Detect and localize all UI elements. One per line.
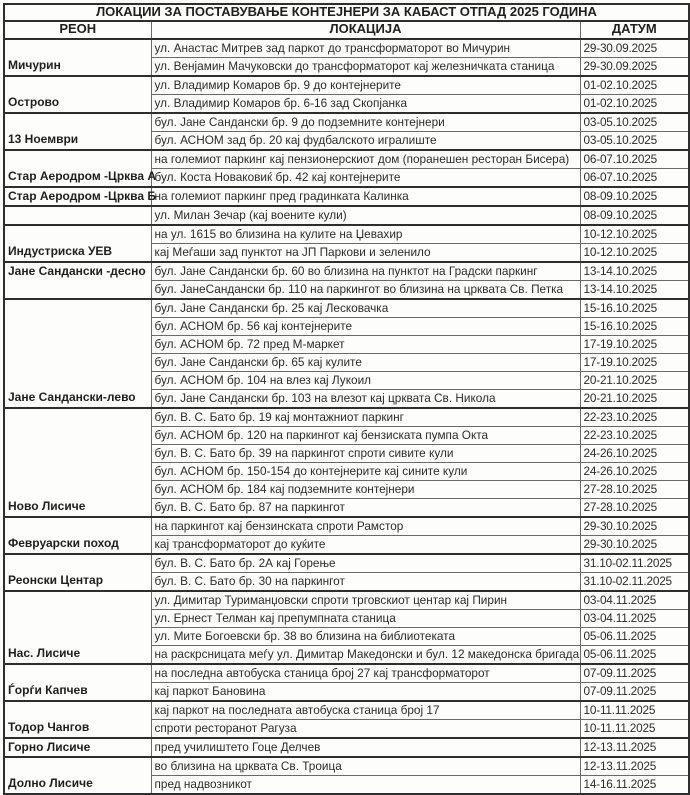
column-header-region: РЕОН xyxy=(4,21,151,39)
location-cell: спроти ресторанот Рагуза xyxy=(151,719,580,738)
location-cell: бул. Јане Сандански бр. 65 кај кулите xyxy=(151,353,580,371)
region-cell: Горно Лисиче xyxy=(4,738,151,757)
location-cell: во близина на црквата Св. Троица xyxy=(151,757,580,776)
table-row xyxy=(4,262,689,281)
location-cell: бул. ЈанеСандански бр. 110 на паркингот во близина на црквата Св. Петка xyxy=(151,280,580,299)
table-row xyxy=(4,757,689,776)
location-cell: на последна автобуска станица број 27 кај трансформаторот xyxy=(151,664,580,683)
table-row xyxy=(4,591,689,610)
location-cell: кај паркот Бановина xyxy=(151,682,580,701)
region-cell: Февруарски поход xyxy=(4,517,151,554)
table-title: ЛОКАЦИИ ЗА ПОСТАВУВАЊЕ КОНТЕЈНЕРИ ЗА КАБАСТ ОТПАД 2025 ГОДИНА xyxy=(4,4,689,21)
location-cell: бул. АСНОМ бр. 120 на паркингот кај бензиската пумпа Окта xyxy=(151,426,580,444)
location-cell: бул. АСНОМ бр. 56 кај контејнерите xyxy=(151,317,580,335)
table-row xyxy=(4,299,689,318)
date-cell: 03-04.11.2025 xyxy=(580,591,689,610)
table-head xyxy=(4,4,689,39)
table-row xyxy=(4,408,689,427)
region-cell: Ѓорѓи Капчев xyxy=(4,664,151,701)
table-row xyxy=(4,701,689,720)
date-cell: 29-30.10.2025 xyxy=(580,535,689,554)
location-cell: ул. Владимир Комаров бр. 9 до контејнерите xyxy=(151,76,580,95)
table-row xyxy=(4,113,689,132)
region-cell: Ново Лисиче xyxy=(4,408,151,517)
date-cell: 01-02.10.2025 xyxy=(580,94,689,113)
date-cell: 01-02.10.2025 xyxy=(580,76,689,95)
table-row xyxy=(4,150,689,169)
region-cell: Јане Сандански-лево xyxy=(4,299,151,408)
location-cell: ул. Владимир Комаров бр. 6-16 зад Скопјанка xyxy=(151,94,580,113)
table-row xyxy=(4,738,689,757)
date-cell: 12-13.11.2025 xyxy=(580,757,689,776)
table-row xyxy=(4,206,689,225)
date-cell: 17-19.10.2025 xyxy=(580,353,689,371)
region-cell: Острово xyxy=(4,76,151,113)
date-cell: 03-05.10.2025 xyxy=(580,113,689,132)
region-cell: Тодор Чангов xyxy=(4,701,151,738)
table-row xyxy=(4,554,689,573)
location-cell: бул. АСНОМ бр. 184 кај подземните контејнери xyxy=(151,480,580,498)
date-cell: 08-09.10.2025 xyxy=(580,206,689,225)
date-cell: 20-21.10.2025 xyxy=(580,371,689,389)
date-cell: 07-09.11.2025 xyxy=(580,682,689,701)
location-cell: на ул. 1615 во близина на кулите на Џевахир xyxy=(151,225,580,244)
region-cell: Мичурин xyxy=(4,39,151,76)
location-cell: бул. АСНОМ бр. 104 на влез кај Лукоил xyxy=(151,371,580,389)
region-cell: Стар Аеродром -Црква А xyxy=(4,150,151,187)
location-cell: бул. В. С. Бато бр. 39 на паркингот спроти сивите кули xyxy=(151,444,580,462)
location-cell: на паркингот кај бензинската спроти Рамстор xyxy=(151,517,580,536)
region-cell: Индустриска УЕВ xyxy=(4,225,151,262)
date-cell: 12-13.11.2025 xyxy=(580,738,689,757)
date-cell: 15-16.10.2025 xyxy=(580,299,689,318)
region-cell: Нас. Лисиче xyxy=(4,591,151,664)
date-cell: 10-12.10.2025 xyxy=(580,243,689,262)
location-cell: бул. Јане Сандански бр. 60 во близина на пунктот на Градски паркинг xyxy=(151,262,580,281)
location-cell: бул. В. С. Бато бр. 2А кај Горење xyxy=(151,554,580,573)
date-cell: 14-16.11.2025 xyxy=(580,775,689,794)
location-cell: на големиот паркинг кај пензионерскиот дом (поранешен ресторан Бисера) xyxy=(151,150,580,169)
date-cell: 10-11.11.2025 xyxy=(580,719,689,738)
location-cell: бул. В. С. Бато бр. 19 кај монтажниот паркинг xyxy=(151,408,580,427)
table-row xyxy=(4,517,689,536)
date-cell: 06-07.10.2025 xyxy=(580,168,689,187)
date-cell: 03-04.11.2025 xyxy=(580,609,689,627)
location-cell: пред училиштето Гоце Делчев xyxy=(151,738,580,757)
table-body xyxy=(4,39,689,794)
date-cell: 22-23.10.2025 xyxy=(580,426,689,444)
location-cell: бул. Јане Сандански бр. 103 на влезот кај црквата Св. Никола xyxy=(151,389,580,408)
locations-table xyxy=(3,3,690,795)
table-header-row xyxy=(4,21,689,39)
location-cell: бул. Јане Сандански бр. 25 кај Лесковачка xyxy=(151,299,580,318)
location-cell: бул. АСНОМ бр. 150-154 до контејнерите кај сините кули xyxy=(151,462,580,480)
location-cell: кај паркот на последната автобуска станица број 17 xyxy=(151,701,580,720)
region-cell: Јане Сандански -десно xyxy=(4,262,151,299)
location-cell: ул. Мите Богоевски бр. 38 во близина на библиотеката xyxy=(151,627,580,645)
date-cell: 03-05.10.2025 xyxy=(580,131,689,150)
location-cell: бул. Коста Новаковиќ бр. 42 кај контејнерите xyxy=(151,168,580,187)
region-cell: Реонски Центар xyxy=(4,554,151,591)
location-cell: бул. АСНОМ бр. 72 пред М-маркет xyxy=(151,335,580,353)
table-row xyxy=(4,76,689,95)
date-cell: 13-14.10.2025 xyxy=(580,280,689,299)
date-cell: 13-14.10.2025 xyxy=(580,262,689,281)
region-cell: 13 Ноември xyxy=(4,113,151,150)
location-cell: бул. АСНОМ зад бр. 20 кај фудбалското игралиште xyxy=(151,131,580,150)
date-cell: 08-09.10.2025 xyxy=(580,187,689,206)
location-cell: на раскрсницата меѓу ул. Димитар Македонски и бул. 12 македонска бригада xyxy=(151,645,580,664)
location-cell: кај Меѓаши зад пунктот на ЈП Паркови и зеленило xyxy=(151,243,580,262)
date-cell: 24-26.10.2025 xyxy=(580,462,689,480)
table-row xyxy=(4,187,689,206)
date-cell: 27-28.10.2025 xyxy=(580,480,689,498)
location-cell: ул. Ернест Телман кај препумпната станица xyxy=(151,609,580,627)
region-cell xyxy=(4,206,151,225)
location-cell: на големиот паркинг пред градинката Калинка xyxy=(151,187,580,206)
date-cell: 29-30.10.2025 xyxy=(580,517,689,536)
region-cell: Стар Аеродром -Црква Б xyxy=(4,187,151,206)
date-cell: 20-21.10.2025 xyxy=(580,389,689,408)
date-cell: 07-09.11.2025 xyxy=(580,664,689,683)
location-cell: ул. Димитар Туриманџовски спроти трговскиот центар кај Пирин xyxy=(151,591,580,610)
date-cell: 29-30.09.2025 xyxy=(580,57,689,76)
date-cell: 22-23.10.2025 xyxy=(580,408,689,427)
date-cell: 29-30.09.2025 xyxy=(580,39,689,58)
date-cell: 05-06.11.2025 xyxy=(580,627,689,645)
location-cell: кај трансформаторот до куќите xyxy=(151,535,580,554)
date-cell: 15-16.10.2025 xyxy=(580,317,689,335)
region-cell: Долно Лисиче xyxy=(4,757,151,794)
table-row xyxy=(4,225,689,244)
location-cell: ул. Милан Зечар (кај воените кули) xyxy=(151,206,580,225)
date-cell: 05-06.11.2025 xyxy=(580,645,689,664)
location-cell: ул. Анастас Митрев зад паркот до трансформаторот во Мичурин xyxy=(151,39,580,58)
location-cell: пред надвозникот xyxy=(151,775,580,794)
date-cell: 06-07.10.2025 xyxy=(580,150,689,169)
date-cell: 31.10-02.11.2025 xyxy=(580,572,689,591)
date-cell: 17-19.10.2025 xyxy=(580,335,689,353)
date-cell: 24-26.10.2025 xyxy=(580,444,689,462)
table-title-row xyxy=(4,4,689,21)
column-header-date: ДАТУМ xyxy=(580,21,689,39)
column-header-location: ЛОКАЦИЈА xyxy=(151,21,580,39)
table-row xyxy=(4,39,689,58)
location-cell: ул. Венјамин Мачуковски до трансформаторот кај железничката станица xyxy=(151,57,580,76)
table-row xyxy=(4,664,689,683)
date-cell: 31.10-02.11.2025 xyxy=(580,554,689,573)
location-cell: бул. В. С. Бато бр. 30 на паркингот xyxy=(151,572,580,591)
date-cell: 10-12.10.2025 xyxy=(580,225,689,244)
date-cell: 27-28.10.2025 xyxy=(580,498,689,517)
location-cell: бул. Јане Сандански бр. 9 до подземните контејнери xyxy=(151,113,580,132)
date-cell: 10-11.11.2025 xyxy=(580,701,689,720)
location-cell: бул. В. С. Бато бр. 87 на паркингот xyxy=(151,498,580,517)
